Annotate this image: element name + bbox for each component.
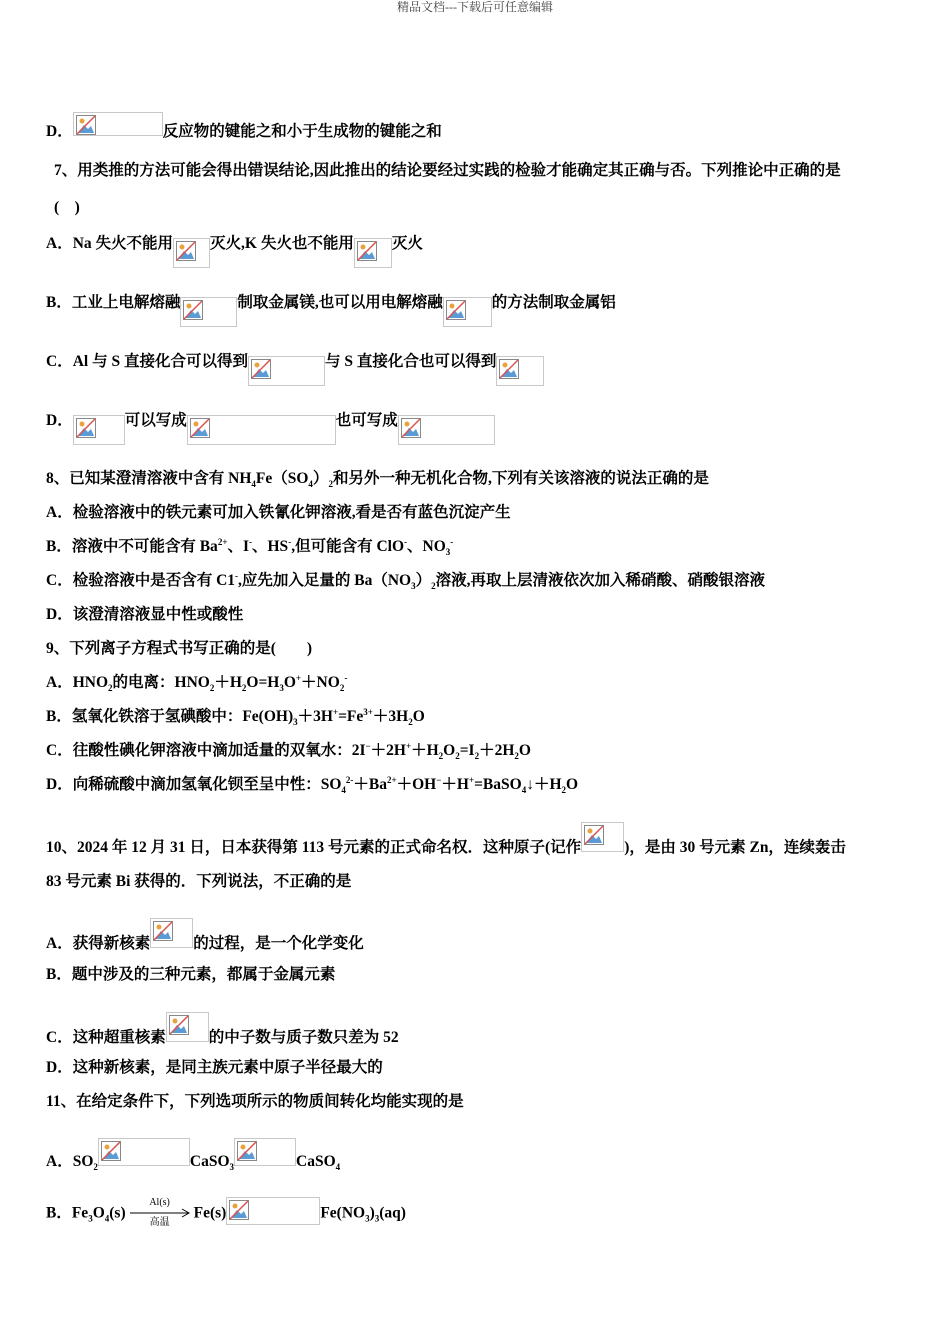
q7-option-d: [46, 411, 495, 445]
text: 的中子数与质子数只差为 52: [208, 1029, 399, 1046]
q8-option-d: D．该澄清溶液显中性或酸性: [46, 606, 244, 623]
text: B．工业上电解熔融: [46, 294, 181, 311]
q9-option-b: [46, 707, 425, 727]
text: ＋H: [441, 776, 469, 793]
option-label: D．: [46, 123, 73, 140]
text: ＋3H: [372, 708, 409, 725]
text: A．SO: [46, 1153, 94, 1170]
superscript: +: [332, 706, 339, 717]
text: ＋Ba: [353, 776, 387, 793]
text: 制取金属镁,也可以用电解熔融: [237, 294, 443, 311]
text: =BaSO: [474, 776, 522, 793]
text: 10、2024 年 12 月 31 日，日本获得第 113 号元素的正式命名权．这种原子(记作: [46, 839, 582, 856]
superscript: 3+: [363, 706, 373, 717]
superscript: −: [365, 740, 371, 751]
q7-option-b: [46, 293, 616, 327]
text: (s): [109, 1204, 126, 1222]
subscript: 3: [365, 1213, 370, 1224]
text: A．Na 失火不能用: [46, 235, 174, 252]
q11-option-b: [46, 1197, 406, 1231]
q9-option-c: [46, 741, 531, 761]
broken-image-icon: [443, 297, 492, 327]
broken-image-icon: [187, 415, 336, 445]
subscript: 2: [474, 751, 480, 762]
subscript: 2: [339, 683, 345, 694]
text: C．这种超重核素: [46, 1029, 166, 1046]
text: (aq): [379, 1204, 406, 1222]
text: C．Al 与 S 直接化合可以得到: [46, 353, 248, 370]
text: B．氢氧化铁溶于氢碘酸中：Fe(OH): [46, 708, 294, 725]
text: ): [369, 1204, 375, 1222]
subscript: 4: [308, 479, 313, 490]
text: 8、已知某澄清溶液中含有 NH: [46, 470, 252, 487]
question-9-stem: 9、下列离子方程式书写正确的是( ): [46, 640, 313, 657]
q9-option-a: [46, 673, 347, 693]
text: B．Fe: [46, 1204, 89, 1222]
subscript: 3: [374, 1213, 380, 1224]
text: 和另外一种无机化合物,下列有关该溶液的说法正确的是: [332, 470, 709, 487]
text: ↓＋H: [526, 776, 562, 793]
superscript: +: [295, 672, 302, 683]
text: ＋H: [214, 674, 242, 691]
broken-image-icon: [150, 918, 193, 948]
subscript: 2: [328, 479, 333, 490]
arrow-condition-bottom: 高温: [149, 1217, 170, 1228]
text: 、HS: [252, 538, 289, 555]
text: 也可写成: [335, 412, 398, 429]
subscript: 4: [104, 1213, 110, 1224]
text: ＋2H: [479, 742, 515, 759]
subscript: 4: [251, 479, 256, 490]
text: O: [566, 776, 579, 793]
text: ＋OH: [396, 776, 437, 793]
text: ＋3H: [297, 708, 333, 725]
text: A．HNO: [46, 674, 109, 691]
arrow-condition-top: Al(s): [149, 1197, 170, 1208]
text: O: [92, 1204, 105, 1222]
text: 灭火: [391, 235, 423, 252]
option-text: 反应物的键能之和小于生成物的键能之和: [162, 123, 442, 140]
broken-image-icon: [496, 356, 544, 386]
text: CaSO: [189, 1153, 230, 1170]
subscript: 4: [335, 1162, 341, 1173]
subscript: 3: [411, 581, 416, 592]
reaction-arrow: [128, 1197, 192, 1231]
subscript: 3: [279, 683, 284, 694]
page-header: 精品文档---下载后可任意编辑: [397, 0, 553, 14]
superscript: 2-: [345, 774, 354, 785]
text: ＋2H: [370, 742, 406, 759]
subscript: 2: [241, 683, 247, 694]
broken-image-icon: [398, 415, 495, 445]
q10-option-c: [46, 1012, 399, 1048]
q8-option-a: A．检验溶液中的铁元素可加入铁氰化钾溶液,看是否有蓝色沉淀产生: [46, 504, 511, 521]
text: D．向稀硫酸中滴加氢氧化钡至呈中性：SO: [46, 776, 342, 793]
question-7-paren: ( ): [54, 199, 80, 216]
text: Fe(s): [193, 1204, 227, 1222]
text: )，是由 30 号元素 Zn，连续轰击: [624, 839, 846, 856]
question-11-stem: 11、在给定条件下，下列选项所示的物质间转化均能实现的是: [46, 1093, 464, 1110]
subscript: 2: [108, 683, 113, 694]
subscript: 2: [431, 581, 436, 592]
text: ）: [415, 572, 432, 589]
text: C．检验溶液中是否含有 C1: [46, 572, 236, 589]
broken-image-icon: [73, 415, 125, 445]
text: O: [412, 708, 425, 725]
broken-image-icon: [166, 1012, 209, 1042]
q10-option-b: B．题中涉及的三种元素，都属于金属元素: [46, 966, 336, 983]
text: =I: [459, 742, 475, 759]
superscript: -: [344, 672, 348, 683]
text: 可以写成: [124, 412, 187, 429]
q10-option-d: D．这种新核素，是同主族元素中原子半径最大的: [46, 1059, 383, 1076]
text: 、I: [227, 538, 249, 555]
text: 灭火,K 失火也不能用: [210, 235, 354, 252]
q8-option-c: [46, 571, 765, 591]
text: ＋NO: [301, 674, 340, 691]
question-10-stem: [46, 822, 846, 858]
q11-option-a: [46, 1138, 340, 1172]
subscript: 2: [93, 1162, 98, 1173]
q7-option-a: [46, 234, 423, 268]
text: O: [283, 674, 296, 691]
text: 、NO: [407, 538, 446, 555]
text: ,应先加入足量的 Ba（NO: [238, 572, 412, 589]
broken-image-icon: [73, 112, 163, 136]
subscript: 2: [408, 717, 413, 728]
q8-option-b: [46, 537, 453, 557]
text: O: [518, 742, 531, 759]
subscript: 4: [521, 785, 527, 796]
question-8-stem: [46, 469, 709, 489]
text: ）: [312, 470, 329, 487]
text: O: [443, 742, 456, 759]
text: =Fe: [338, 708, 364, 725]
text: 与 S 直接化合也可以得到: [324, 353, 497, 370]
text: Fe(NO: [320, 1204, 366, 1222]
text: ＋H: [411, 742, 439, 759]
superscript: 2+: [217, 536, 228, 547]
broken-image-icon: [354, 238, 392, 268]
subscript: 3: [445, 547, 451, 558]
superscript: −: [436, 774, 442, 785]
subscript: 2: [438, 751, 444, 762]
text: A．获得新核素: [46, 935, 151, 952]
subscript: 2: [561, 785, 566, 796]
broken-image-icon: [248, 356, 325, 386]
broken-image-icon: [173, 238, 210, 268]
text: 溶液,再取上层清液依次加入稀硝酸、硝酸银溶液: [435, 572, 766, 589]
text: CaSO: [296, 1153, 336, 1170]
broken-image-icon: [581, 822, 624, 852]
text: O=H: [246, 674, 280, 691]
superscript: -: [450, 536, 454, 547]
question-7-stem: 7、用类推的方法可能会得出错误结论,因此推出的结论要经过实践的检验才能确定其正确与否。下列推论中正确的是: [54, 162, 841, 179]
text: Fe（SO: [255, 470, 309, 487]
subscript: 3: [229, 1162, 234, 1173]
q10-option-a: [46, 918, 364, 954]
option-d-line: [46, 112, 442, 142]
q9-option-d: [46, 775, 578, 795]
subscript: 2: [455, 751, 460, 762]
text: D．: [46, 412, 73, 429]
superscript: -: [249, 536, 252, 547]
subscript: 4: [341, 785, 346, 796]
broken-image-icon: [180, 297, 237, 327]
text: 的方法制取金属铝: [491, 294, 616, 311]
subscript: 3: [293, 717, 298, 728]
broken-image-icon: [226, 1197, 320, 1225]
broken-image-icon: [234, 1138, 296, 1166]
subscript: 2: [209, 683, 215, 694]
broken-image-icon: [98, 1138, 190, 1166]
subscript: 2: [514, 751, 519, 762]
text: ,但可能含有 ClO: [291, 538, 404, 555]
superscript: +: [468, 774, 475, 785]
q7-option-c: [46, 352, 544, 386]
superscript: -: [235, 570, 239, 581]
text: 的电离：HNO: [112, 674, 210, 691]
superscript: -: [404, 536, 407, 547]
question-10-stem-cont: 83 号元素 Bi 获得的．下列说法，不正确的是: [46, 873, 352, 890]
superscript: -: [288, 536, 292, 547]
superscript: +: [405, 740, 412, 751]
superscript: 2+: [386, 774, 397, 785]
subscript: 3: [88, 1213, 93, 1224]
text: C．往酸性碘化钾溶液中滴加适量的双氧水：2I: [46, 742, 366, 759]
text: B．溶液中不可能含有 Ba: [46, 538, 218, 555]
text: 的过程，是一个化学变化: [193, 935, 364, 952]
